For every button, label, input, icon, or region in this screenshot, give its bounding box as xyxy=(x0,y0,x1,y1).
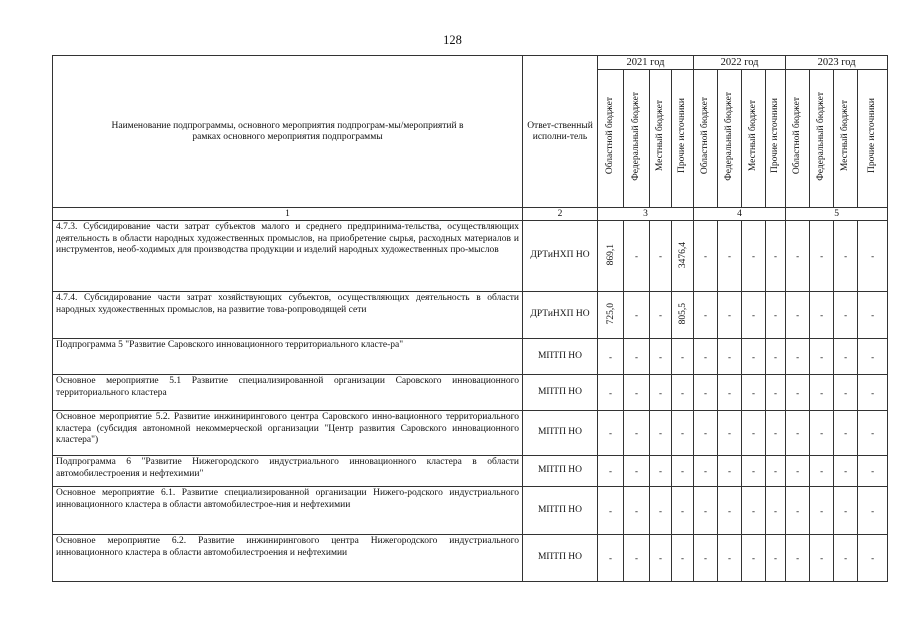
value-cell xyxy=(766,535,786,582)
value-text: - xyxy=(681,428,685,438)
value-cell xyxy=(786,339,810,375)
value-text: - xyxy=(844,466,848,476)
header-source-cell xyxy=(718,70,742,208)
value-text: - xyxy=(796,251,800,261)
value-cell xyxy=(650,339,672,375)
row-description: Основное мероприятие 6.2. Развитие инжинирингового центра Нижегородского индустриального инновационного кластера в области автомобилестроения и нефтехимии xyxy=(53,535,523,582)
value-text: - xyxy=(681,387,685,398)
header-year-2022: 2022 год xyxy=(694,56,786,70)
row-responsible: ДРТиНХП НО xyxy=(523,292,598,339)
value-cell xyxy=(810,221,834,292)
header-source-label: Прочие источники xyxy=(770,98,781,174)
value-text: - xyxy=(820,466,824,476)
value-cell xyxy=(742,292,766,339)
value-cell xyxy=(742,339,766,375)
value-text: - xyxy=(609,553,612,563)
value-text: - xyxy=(820,251,824,261)
value-cell xyxy=(694,221,718,292)
index-cell: 3 xyxy=(598,208,694,221)
value-cell xyxy=(810,375,834,411)
value-text: - xyxy=(752,310,756,320)
value-text: - xyxy=(796,351,800,362)
value-text: - xyxy=(681,553,685,563)
value-cell xyxy=(694,292,718,339)
value-text: - xyxy=(871,466,875,476)
value-cell xyxy=(858,487,888,535)
row-description: Основное мероприятие 5.1 Развитие специализированной организации Саровского инновационного территориального кластера xyxy=(53,375,523,411)
value-text: - xyxy=(609,387,612,398)
value-cell xyxy=(810,339,834,375)
value-cell xyxy=(672,221,694,292)
value-cell xyxy=(650,411,672,456)
index-cell: 5 xyxy=(786,208,888,221)
value-text: - xyxy=(844,428,848,438)
value-text: - xyxy=(704,505,708,516)
value-cell xyxy=(742,411,766,456)
value-cell xyxy=(742,221,766,292)
value-cell xyxy=(858,456,888,487)
header-source-cell xyxy=(786,70,810,208)
value-cell xyxy=(624,456,650,487)
value-text: - xyxy=(844,505,848,516)
value-text: - xyxy=(635,351,638,362)
table-row xyxy=(53,487,888,535)
value-cell xyxy=(834,339,858,375)
value-text: - xyxy=(871,428,875,438)
value-cell xyxy=(598,411,624,456)
value-cell xyxy=(694,456,718,487)
value-cell xyxy=(650,292,672,339)
value-cell xyxy=(810,411,834,456)
row-responsible: МПТП НО xyxy=(523,375,598,411)
value-text: - xyxy=(635,466,638,476)
value-text: - xyxy=(728,310,732,320)
value-cell xyxy=(598,221,624,292)
header-source-label: Федеральный бюджет xyxy=(816,91,827,181)
value-cell xyxy=(742,456,766,487)
value-text: - xyxy=(752,351,756,362)
table-row xyxy=(53,535,888,582)
value-cell xyxy=(786,487,810,535)
index-cell: 4 xyxy=(694,208,786,221)
value-cell xyxy=(834,292,858,339)
value-cell xyxy=(650,487,672,535)
value-text: - xyxy=(844,310,848,320)
value-cell xyxy=(718,456,742,487)
table-row xyxy=(53,411,888,456)
value-text: - xyxy=(752,505,756,516)
value-cell xyxy=(598,487,624,535)
row-responsible: ДРТиНХП НО xyxy=(523,221,598,292)
value-cell xyxy=(766,487,786,535)
header-source-label: Областной бюджет xyxy=(700,97,711,175)
value-text: - xyxy=(704,387,708,398)
value-cell xyxy=(598,535,624,582)
value-cell xyxy=(766,456,786,487)
header-source-label: Федеральный бюджет xyxy=(724,91,735,181)
value-cell xyxy=(718,292,742,339)
value-text: - xyxy=(820,553,824,563)
value-text: - xyxy=(752,251,756,261)
value-cell xyxy=(786,535,810,582)
value-cell xyxy=(742,535,766,582)
value-cell xyxy=(810,487,834,535)
value-text: - xyxy=(659,251,662,261)
value-cell xyxy=(742,487,766,535)
value-cell xyxy=(650,375,672,411)
header-source-label: Областной бюджет xyxy=(792,97,803,175)
header-responsible-column: Ответ-ственный исполни-тель xyxy=(523,56,598,208)
value-text: - xyxy=(820,310,824,320)
value-text: - xyxy=(609,505,612,516)
header-source-label: Прочие источники xyxy=(677,98,688,174)
value-text: - xyxy=(871,251,875,261)
header-source-label: Местный бюджет xyxy=(840,100,851,172)
value-cell xyxy=(694,487,718,535)
header-source-label: Прочие источники xyxy=(867,98,878,174)
header-source-label: Федеральный бюджет xyxy=(631,91,641,181)
value-cell xyxy=(858,221,888,292)
value-cell xyxy=(766,411,786,456)
value-text: - xyxy=(871,553,875,563)
value-text: 725,0 xyxy=(605,303,616,325)
value-text: - xyxy=(820,387,824,398)
value-text: - xyxy=(659,351,662,362)
value-text: - xyxy=(635,387,638,398)
header-source-label: Областной бюджет xyxy=(605,97,615,175)
row-description: 4.7.3. Субсидирование части затрат субъектов малого и среднего предпринима-тельства, осуществляющих деятельность в области народных художественных промыслов, на приобретение сырья, расходных материалов и инструментов, необ-ходимых для производства продукции и изделий народных художественных про-мыслов xyxy=(53,221,523,292)
value-cell xyxy=(766,339,786,375)
value-text: - xyxy=(609,466,612,476)
value-cell xyxy=(810,456,834,487)
value-text: - xyxy=(681,466,685,476)
page-number: 128 xyxy=(443,33,462,47)
value-text: - xyxy=(844,553,848,563)
row-responsible: МПТП НО xyxy=(523,411,598,456)
value-cell xyxy=(858,292,888,339)
row-description: 4.7.4. Субсидирование части затрат хозяйствующих субъектов, осуществляющих деятельность в области народных художественных промыслов, на развитие това-ропроводящей сети xyxy=(53,292,523,339)
header-name-column: Наименование подпрограммы, основного мероприятия подпрограм-мы/мероприятий в рамках основного мероприятия подпрограммы xyxy=(53,56,523,208)
header-source-cell xyxy=(650,70,672,208)
value-text: - xyxy=(871,505,875,516)
value-text: - xyxy=(844,387,848,398)
header-source-cell xyxy=(598,70,624,208)
value-cell xyxy=(766,221,786,292)
value-text: - xyxy=(728,351,732,362)
value-cell xyxy=(694,339,718,375)
value-text: 869,1 xyxy=(605,244,616,266)
value-cell xyxy=(834,487,858,535)
table-row xyxy=(53,456,888,487)
header-source-cell xyxy=(858,70,888,208)
value-text: - xyxy=(774,387,778,398)
value-cell xyxy=(624,292,650,339)
value-text: - xyxy=(728,387,732,398)
value-cell xyxy=(694,535,718,582)
value-cell xyxy=(694,375,718,411)
budget-table xyxy=(52,55,888,582)
table-row xyxy=(53,375,888,411)
value-text: - xyxy=(728,466,732,476)
row-description: Подпрограмма 5 "Развитие Саровского инновационного территориального класте-ра" xyxy=(53,339,523,375)
value-text: - xyxy=(681,505,685,516)
value-cell xyxy=(858,375,888,411)
value-text: - xyxy=(659,553,662,563)
value-text: - xyxy=(704,553,708,563)
value-cell xyxy=(624,375,650,411)
table-row xyxy=(53,221,888,292)
value-cell xyxy=(650,221,672,292)
value-cell xyxy=(858,339,888,375)
value-text: - xyxy=(752,553,756,563)
header-year-2021: 2021 год xyxy=(598,56,694,70)
value-text: - xyxy=(659,310,662,320)
row-description: Основное мероприятие 6.1. Развитие специализированной организации Нижего-родского индустриального инновационного кластера в области автомобилестрое-ния и нефтехимии xyxy=(53,487,523,535)
value-cell xyxy=(834,535,858,582)
value-text: - xyxy=(774,466,778,476)
value-cell xyxy=(786,221,810,292)
row-responsible: МПТП НО xyxy=(523,535,598,582)
header-source-cell xyxy=(672,70,694,208)
value-cell xyxy=(718,339,742,375)
value-text: - xyxy=(728,505,732,516)
value-cell xyxy=(718,375,742,411)
value-text: - xyxy=(796,505,800,516)
value-text: - xyxy=(774,251,778,261)
value-cell xyxy=(598,375,624,411)
index-cell: 2 xyxy=(523,208,598,221)
value-text: - xyxy=(871,310,875,320)
value-text: - xyxy=(774,428,778,438)
value-cell xyxy=(834,456,858,487)
value-text: - xyxy=(796,387,800,398)
value-cell xyxy=(810,292,834,339)
header-source-cell xyxy=(694,70,718,208)
value-cell xyxy=(624,411,650,456)
value-text: - xyxy=(704,351,708,362)
value-text: 805,5 xyxy=(677,303,688,325)
value-cell xyxy=(672,339,694,375)
value-text: - xyxy=(659,505,662,516)
value-text: - xyxy=(635,553,638,563)
value-cell xyxy=(718,411,742,456)
value-text: - xyxy=(728,428,732,438)
value-cell xyxy=(718,221,742,292)
value-cell xyxy=(810,535,834,582)
value-text: - xyxy=(871,387,875,398)
value-text: - xyxy=(681,351,685,362)
value-text: - xyxy=(796,466,800,476)
value-text: - xyxy=(871,351,875,362)
value-text: - xyxy=(796,553,800,563)
value-cell xyxy=(598,339,624,375)
header-source-label: Местный бюджет xyxy=(655,100,665,172)
value-text: - xyxy=(704,310,708,320)
value-cell xyxy=(672,487,694,535)
value-cell xyxy=(742,375,766,411)
value-text: - xyxy=(635,505,638,516)
value-cell xyxy=(858,411,888,456)
row-responsible: МПТП НО xyxy=(523,339,598,375)
value-cell xyxy=(650,456,672,487)
value-text: - xyxy=(635,251,638,261)
value-cell xyxy=(858,535,888,582)
value-cell xyxy=(672,292,694,339)
value-text: - xyxy=(844,351,848,362)
value-cell xyxy=(624,535,650,582)
value-text: - xyxy=(774,553,778,563)
value-text: 3476,4 xyxy=(677,241,688,269)
header-source-label: Местный бюджет xyxy=(748,100,759,172)
value-text: - xyxy=(704,251,708,261)
value-cell xyxy=(786,411,810,456)
value-text: - xyxy=(609,351,612,362)
value-cell xyxy=(624,221,650,292)
value-text: - xyxy=(796,310,800,320)
value-cell xyxy=(834,221,858,292)
value-cell xyxy=(834,411,858,456)
header-source-cell xyxy=(624,70,650,208)
value-cell xyxy=(786,375,810,411)
value-text: - xyxy=(704,466,708,476)
value-text: - xyxy=(774,351,778,362)
value-text: - xyxy=(635,428,638,438)
header-year-2023: 2023 год xyxy=(786,56,888,70)
value-cell xyxy=(694,411,718,456)
value-text: - xyxy=(752,387,756,398)
value-cell xyxy=(766,292,786,339)
value-cell xyxy=(598,456,624,487)
value-cell xyxy=(718,535,742,582)
header-source-cell xyxy=(766,70,786,208)
header-source-cell xyxy=(834,70,858,208)
value-text: - xyxy=(774,310,778,320)
value-cell xyxy=(624,339,650,375)
value-cell xyxy=(624,487,650,535)
value-text: - xyxy=(774,505,778,516)
value-text: - xyxy=(659,387,662,398)
value-text: - xyxy=(635,310,638,320)
table-row xyxy=(53,292,888,339)
index-cell: 1 xyxy=(53,208,523,221)
value-text: - xyxy=(820,505,824,516)
value-text: - xyxy=(820,428,824,438)
value-text: - xyxy=(609,428,612,438)
value-cell xyxy=(650,535,672,582)
value-text: - xyxy=(704,428,708,438)
value-text: - xyxy=(728,251,732,261)
header-source-cell xyxy=(742,70,766,208)
value-cell xyxy=(672,456,694,487)
value-cell xyxy=(786,292,810,339)
header-source-cell xyxy=(810,70,834,208)
value-cell xyxy=(718,487,742,535)
value-text: - xyxy=(844,251,848,261)
value-text: - xyxy=(728,553,732,563)
value-text: - xyxy=(659,466,662,476)
value-text: - xyxy=(820,351,824,362)
value-cell xyxy=(672,535,694,582)
header-index-row xyxy=(53,208,888,221)
row-responsible: МПТП НО xyxy=(523,487,598,535)
row-description: Подпрограмма 6 "Развитие Нижегородского индустриального инновационного кластера в области автомобилестроения и нефтехимии" xyxy=(53,456,523,487)
table-row xyxy=(53,339,888,375)
row-responsible: МПТП НО xyxy=(523,456,598,487)
value-cell xyxy=(834,375,858,411)
value-cell xyxy=(672,411,694,456)
value-text: - xyxy=(659,428,662,438)
value-text: - xyxy=(752,428,756,438)
row-description: Основное мероприятие 5.2. Развитие инжинирингового центра Саровского инно-вационного территориального кластера (субсидия автономной некоммерческой организации "Центр развития Саровского инновационного кластера") xyxy=(53,411,523,456)
value-text: - xyxy=(752,466,756,476)
value-cell xyxy=(766,375,786,411)
value-cell xyxy=(672,375,694,411)
value-cell xyxy=(786,456,810,487)
value-text: - xyxy=(796,428,800,438)
value-cell xyxy=(598,292,624,339)
